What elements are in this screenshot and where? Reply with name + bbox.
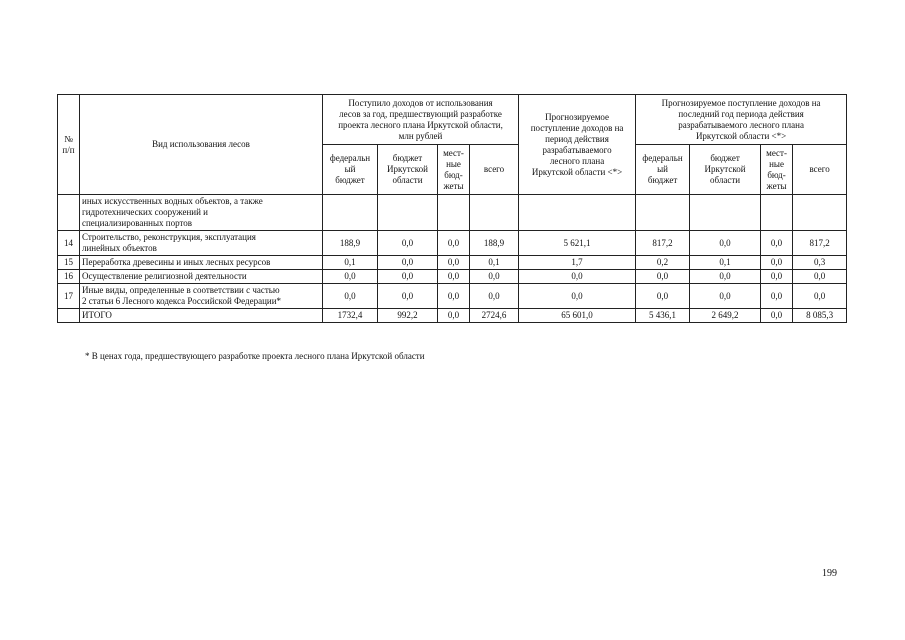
value-cell-v1: 0,0 xyxy=(323,270,378,284)
table-row xyxy=(58,309,847,323)
value-cell-l1: 0,0 xyxy=(636,270,690,284)
sub-federal-last: федеральн ый бюджет xyxy=(636,145,690,195)
value-cell-v2: 992,2 xyxy=(378,309,438,323)
value-cell-v3: 0,0 xyxy=(438,309,470,323)
sub-federal: федеральн ый бюджет xyxy=(323,145,378,195)
value-cell-l2 xyxy=(690,195,761,231)
usage-type-line: Строительство, реконструкция, эксплуатация xyxy=(82,232,256,242)
row-usage-type xyxy=(80,195,323,231)
row-number: 16 xyxy=(58,270,80,284)
usage-type-line: 2 статьи 6 Лесного кодекса Российской Федерации* xyxy=(82,296,282,306)
row-number: 17 xyxy=(58,284,80,309)
row-usage-type xyxy=(80,309,323,323)
table-row xyxy=(58,231,847,256)
value-cell-v3: 0,0 xyxy=(438,231,470,256)
header-type: Вид использования лесов xyxy=(80,95,323,195)
value-cell-v2 xyxy=(378,195,438,231)
value-cell-v1: 1732,4 xyxy=(323,309,378,323)
value-cell-v3: 0,0 xyxy=(438,270,470,284)
revenue-table xyxy=(57,94,847,323)
table-row xyxy=(58,195,847,231)
table-row xyxy=(58,284,847,309)
table-row xyxy=(58,256,847,270)
value-cell-fp xyxy=(519,195,636,231)
value-cell-v1: 0,1 xyxy=(323,256,378,270)
value-cell-fp: 5 621,1 xyxy=(519,231,636,256)
value-cell-v4: 0,0 xyxy=(470,270,519,284)
value-cell-l1: 817,2 xyxy=(636,231,690,256)
row-usage-type xyxy=(80,284,323,309)
usage-type-line: ИТОГО xyxy=(82,310,112,320)
value-cell-l3 xyxy=(761,195,793,231)
table-row xyxy=(58,270,847,284)
usage-type-line: Осуществление религиозной деятельности xyxy=(82,271,247,281)
value-cell-l3: 0,0 xyxy=(761,309,793,323)
value-cell-fp: 0,0 xyxy=(519,270,636,284)
value-cell-l2: 0,0 xyxy=(690,284,761,309)
header-num: № п/п xyxy=(58,95,80,195)
usage-type-line: линейных объектов xyxy=(82,243,157,253)
value-cell-v3: 0,0 xyxy=(438,284,470,309)
value-cell-l2: 0,1 xyxy=(690,256,761,270)
sub-total: всего xyxy=(470,145,519,195)
value-cell-v2: 0,0 xyxy=(378,231,438,256)
value-cell-v4: 0,1 xyxy=(470,256,519,270)
value-cell-v4 xyxy=(470,195,519,231)
row-number xyxy=(58,309,80,323)
value-cell-l3: 0,0 xyxy=(761,284,793,309)
header-forecast-last: Прогнозируемое поступление доходов на последний год периода действия разрабатываемого лесного плана Иркутской области <*> xyxy=(636,95,847,145)
value-cell-v1 xyxy=(323,195,378,231)
value-cell-l1: 0,0 xyxy=(636,284,690,309)
usage-type-line: Иные виды, определенные в соответствии с частью xyxy=(82,285,280,295)
value-cell-l1: 0,2 xyxy=(636,256,690,270)
value-cell-l3: 0,0 xyxy=(761,256,793,270)
row-number: 14 xyxy=(58,231,80,256)
value-cell-l3: 0,0 xyxy=(761,270,793,284)
value-cell-fp: 1,7 xyxy=(519,256,636,270)
value-cell-l4: 0,3 xyxy=(793,256,847,270)
value-cell-l4: 8 085,3 xyxy=(793,309,847,323)
value-cell-v3: 0,0 xyxy=(438,256,470,270)
value-cell-fp: 65 601,0 xyxy=(519,309,636,323)
value-cell-l3: 0,0 xyxy=(761,231,793,256)
value-cell-v1: 0,0 xyxy=(323,284,378,309)
usage-type-line: гидротехнических сооружений и xyxy=(82,207,208,217)
value-cell-l4 xyxy=(793,195,847,231)
value-cell-l1: 5 436,1 xyxy=(636,309,690,323)
value-cell-v4: 188,9 xyxy=(470,231,519,256)
value-cell-v4: 0,0 xyxy=(470,284,519,309)
value-cell-v2: 0,0 xyxy=(378,256,438,270)
value-cell-l4: 0,0 xyxy=(793,284,847,309)
header-forecast-period: Прогнозируемое поступление доходов на период действия разрабатываемого лесного плана Иркутской области <*> xyxy=(519,95,636,195)
row-number xyxy=(58,195,80,231)
value-cell-v2: 0,0 xyxy=(378,270,438,284)
header-received: Поступило доходов от использования лесов за год, предшествующий разработке проекта лесного плана Иркутской области, млн рублей xyxy=(323,95,519,145)
value-cell-fp: 0,0 xyxy=(519,284,636,309)
value-cell-l4: 0,0 xyxy=(793,270,847,284)
sub-regional: бюджет Иркутской области xyxy=(378,145,438,195)
value-cell-v2: 0,0 xyxy=(378,284,438,309)
row-number: 15 xyxy=(58,256,80,270)
row-usage-type xyxy=(80,256,323,270)
row-usage-type xyxy=(80,231,323,256)
value-cell-l2: 2 649,2 xyxy=(690,309,761,323)
value-cell-v1: 188,9 xyxy=(323,231,378,256)
value-cell-l4: 817,2 xyxy=(793,231,847,256)
value-cell-l2: 0,0 xyxy=(690,231,761,256)
value-cell-l2: 0,0 xyxy=(690,270,761,284)
value-cell-l1 xyxy=(636,195,690,231)
value-cell-v3 xyxy=(438,195,470,231)
footnote: * В ценах года, предшествующего разработке проекта лесного плана Иркутской области xyxy=(85,351,425,361)
usage-type-line: иных искусственных водных объектов, а также xyxy=(82,196,263,206)
usage-type-line: специализированных портов xyxy=(82,218,193,228)
page-number: 199 xyxy=(822,568,837,579)
sub-local: мест- ные бюд- жеты xyxy=(438,145,470,195)
usage-type-line: Переработка древесины и иных лесных ресурсов xyxy=(82,257,271,267)
sub-total-last: всего xyxy=(793,145,847,195)
value-cell-v4: 2724,6 xyxy=(470,309,519,323)
sub-regional-last: бюджет Иркутской области xyxy=(690,145,761,195)
sub-local-last: мест- ные бюд- жеты xyxy=(761,145,793,195)
row-usage-type xyxy=(80,270,323,284)
